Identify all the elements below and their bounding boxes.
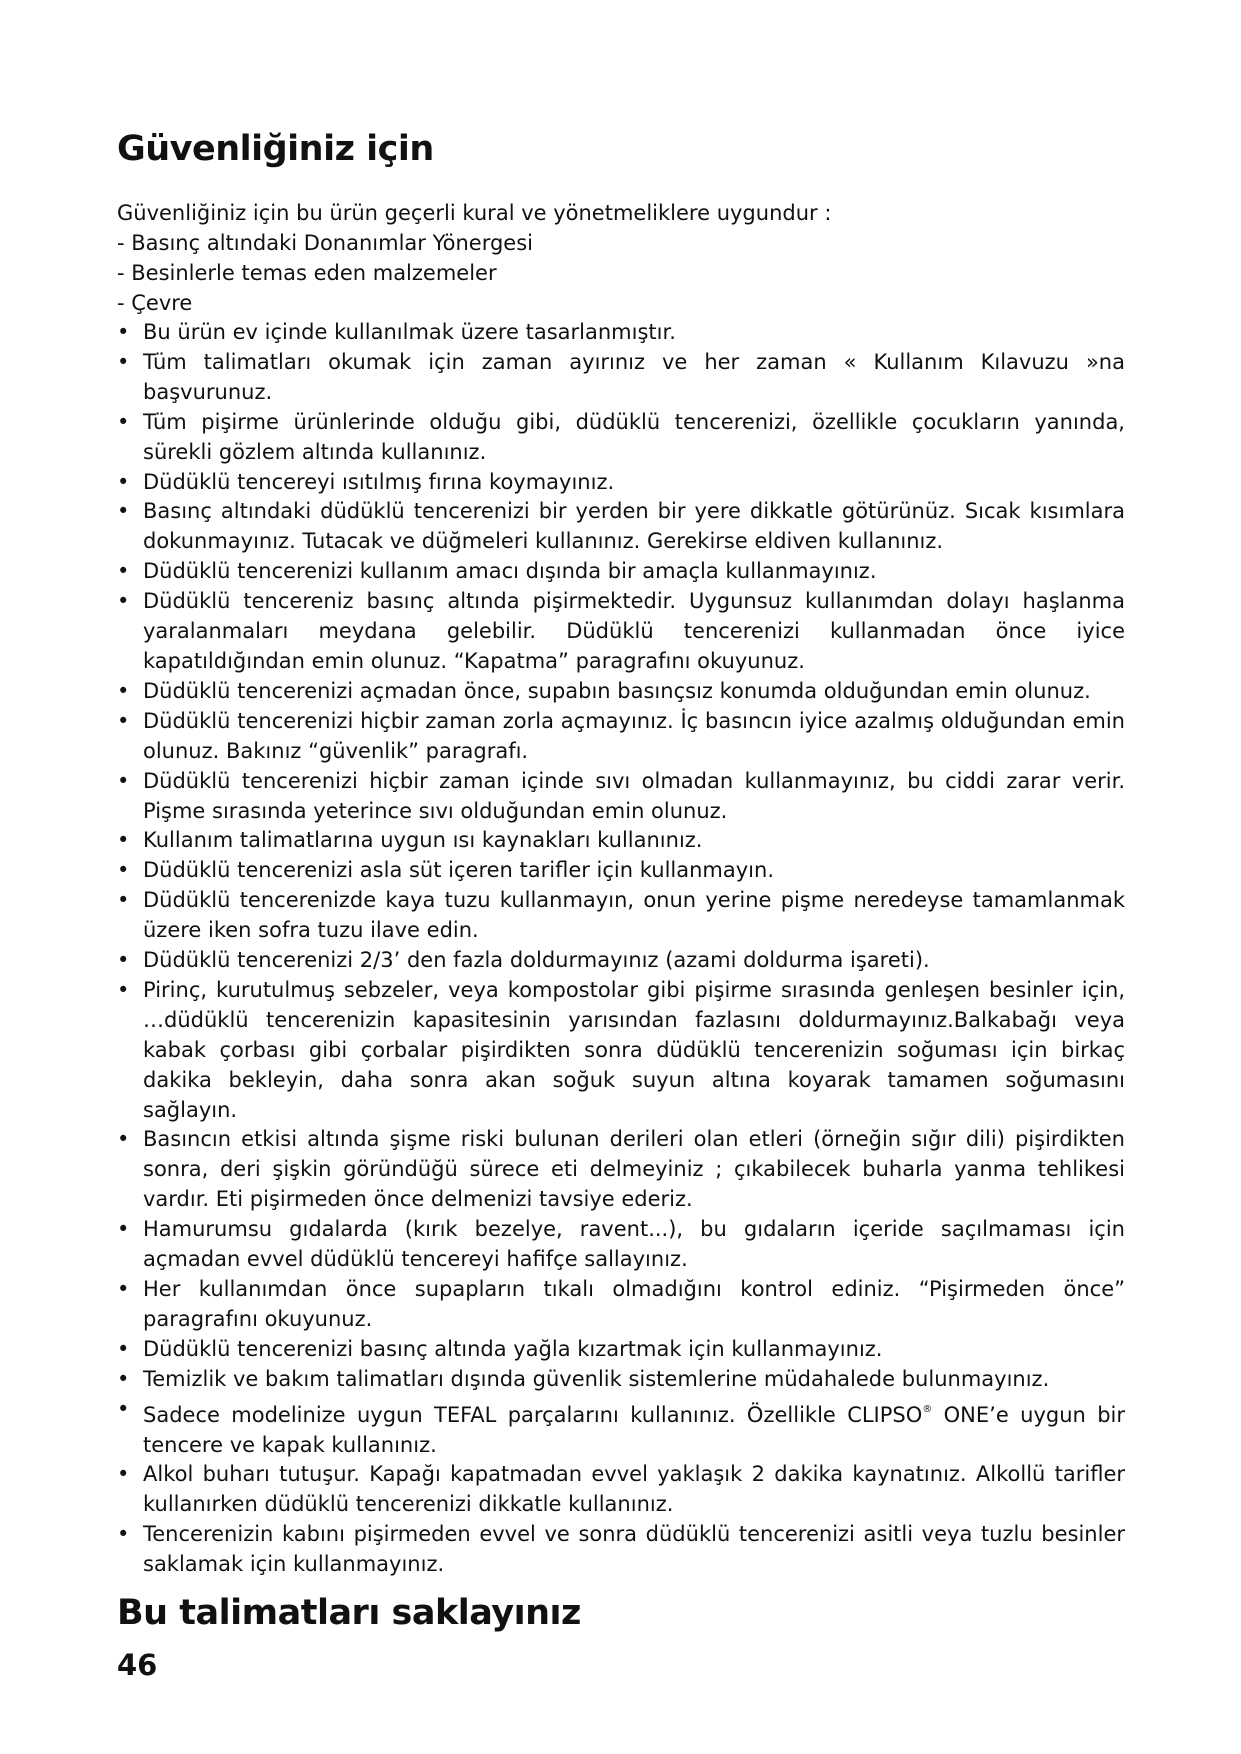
dash-item-food-contact: - Besinlerle temas eden malzemeler (117, 261, 497, 285)
rule-text: Tüm pişirme ürünlerinde olduğu gibi, düdüklü tencerenizi, özellikle çocukların yanında, sürekli gözlem altında kullanınız. (143, 409, 1125, 464)
list-item (117, 1520, 1125, 1580)
rule-text-clipso-after: ONE’e uygun bir tencere ve kapak kullanınız. (143, 1402, 1125, 1457)
list-item (117, 318, 1125, 348)
rule-text: Pirinç, kurutulmuş sebzeler, veya kompostolar gibi pişirme sırasında genleşen besinler için, …düdüklü tencerenizin kapasitesinin yarısından fazlasını doldurmayınız.Balkabağı veya kabak çorbası gibi çorbalar pişirdikten sonra düdüklü tencerenizin soğuması için birkaç dakika bekleyin, daha sonra akan soğuk suyun altına koyarak tamamen soğumasını sağlayın. (143, 977, 1125, 1122)
bullet-icon: • (117, 768, 130, 793)
bullet-icon: • (117, 858, 130, 883)
list-item (117, 946, 1125, 976)
bullet-icon: • (117, 320, 130, 344)
bullet-icon: • (117, 948, 130, 973)
rule-text: Düdüklü tencereyi ısıtılmış fırına koymayınız. (143, 469, 615, 494)
dash-item-environment: - Çevre (117, 291, 193, 315)
safety-rules-list (117, 318, 1125, 1580)
list-item (117, 408, 1125, 468)
rule-text: Düdüklü tencerenizde kaya tuzu kullanmayın, onun yerine pişme neredeyse tamamlanmak üzere iken sofra tuzu ilave edin. (143, 888, 1125, 943)
bullet-icon: • (117, 349, 130, 374)
registered-mark: ® (922, 1403, 933, 1415)
rule-text: Basıncın etkisi altında şişme riski bulunan derileri olan etleri (örneğin sığır dili) pişirdikten sonra, deri şişkin göründüğü sürece eti delmeyiniz ; çıkabilecek buharla yanma tehlikesi vardır. Eti pişirmeden önce delmenizi tavsiye ederiz. (143, 1127, 1125, 1212)
list-item (117, 1335, 1125, 1365)
closing-heading: Bu talimatları saklayınız (117, 1593, 581, 1634)
bullet-icon: • (117, 1522, 130, 1547)
rule-text: Tencerenizin kabını pişirmeden evvel ve sonra düdüklü tencerenizi asitli veya tuzlu besinler saklamak için kullanmayınız. (143, 1522, 1125, 1577)
bullet-icon: • (117, 469, 130, 494)
rule-text: Düdüklü tencerenizi hiçbir zaman zorla açmayınız. İç basıncın iyice azalmış olduğundan emin olunuz. Bakınız “güvenlik” paragrafı. (143, 708, 1125, 763)
list-item (117, 826, 1125, 856)
list-item (117, 886, 1125, 946)
rule-text: Düdüklü tencerenizi basınç altında yağla kızartmak için kullanmayınız. (143, 1336, 883, 1361)
list-item (117, 1125, 1125, 1215)
rule-text: Tüm talimatları okumak için zaman ayırınız ve her zaman « Kullanım Kılavuzu »na başvurunuz. (143, 349, 1125, 404)
bullet-icon: • (117, 1277, 130, 1301)
bullet-icon: • (117, 1396, 130, 1421)
list-item (117, 587, 1125, 677)
list-item (117, 767, 1125, 827)
rule-text: Düdüklü tencerenizi açmadan önce, supabın basınçsız konumda olduğundan emin olunuz. (143, 678, 1091, 703)
list-item (117, 1365, 1125, 1395)
bullet-icon: • (117, 1217, 130, 1242)
list-item (117, 497, 1125, 557)
bullet-icon: • (117, 888, 130, 913)
list-item (117, 1215, 1125, 1275)
list-item (117, 976, 1125, 1126)
rule-text: Düdüklü tencereniz basınç altında pişirmektedir. Uygunsuz kullanımdan dolayı haşlanma yaralanmaları meydana gelebilir. Düdüklü tencerenizi kullanmadan önce iyice kapatıldığından emin olunuz. “Kapatma” paragrafını okuyunuz. (143, 589, 1125, 673)
list-item (117, 468, 1125, 498)
bullet-icon: • (117, 977, 130, 1002)
bullet-icon: • (117, 409, 130, 434)
rule-text-clipso-before: Sadece modelinize uygun TEFAL parçalarını kullanınız. Özellikle CLIPSO (143, 1402, 923, 1427)
bullet-icon: • (117, 559, 130, 584)
dash-item-pressure-equipment: - Basınç altındaki Donanımlar Yönergesi (117, 231, 534, 255)
rule-text: Düdüklü tencerenizi hiçbir zaman içinde sıvı olmadan kullanmayınız, bu ciddi zarar verir. Pişme sırasında yeterince sıvı olduğundan emin olunuz. (143, 768, 1125, 823)
list-item (117, 677, 1125, 707)
list-item (117, 1395, 1125, 1461)
list-item (117, 707, 1125, 767)
list-item (117, 1275, 1125, 1335)
bullet-icon: • (117, 708, 130, 733)
document-page (117, 128, 1125, 1682)
bullet-icon: • (117, 589, 130, 614)
rule-text: Basınç altındaki düdüklü tencerenizi bir yerden bir yere dikkatle götürünüz. Sıcak kısımlara dokunmayınız. Tutacak ve düğmeleri kullanınız. Gerekirse eldiven kullanınız. (143, 499, 1125, 554)
rule-text: Bu ürün ev içinde kullanılmak üzere tasarlanmıştır. (143, 320, 676, 344)
rule-text: Düdüklü tencerenizi 2/3’ den fazla doldurmayınız (azami doldurma işareti). (143, 948, 930, 973)
bullet-icon: • (117, 1462, 130, 1487)
rule-text: Düdüklü tencerenizi asla süt içeren tarifler için kullanmayın. (143, 858, 774, 883)
list-item (117, 557, 1125, 587)
page-number: 46 (117, 1648, 158, 1683)
bullet-icon: • (117, 1127, 130, 1152)
bullet-icon: • (117, 1366, 130, 1391)
bullet-icon: • (117, 678, 130, 703)
list-item (117, 1460, 1125, 1520)
list-item (117, 348, 1125, 408)
rule-text: Alkol buharı tutuşur. Kapağı kapatmadan evvel yaklaşık 2 dakika kaynatınız. Alkollü tarifler kullanırken düdüklü tencerenizi dikkatle kullanınız. (143, 1462, 1125, 1517)
bullet-icon: • (117, 828, 130, 853)
rule-text: Düdüklü tencerenizi kullanım amacı dışında bir amaçla kullanmayınız. (143, 559, 877, 584)
bullet-icon: • (117, 1336, 130, 1361)
intro-paragraph: Güvenliğiniz için bu ürün geçerli kural ve yönetmeliklere uygundur : (117, 201, 832, 225)
list-item (117, 856, 1125, 886)
bullet-icon: • (117, 499, 130, 524)
rule-text: Her kullanımdan önce supapların tıkalı olmadığını kontrol ediniz. “Pişirmeden önce” paragrafını okuyunuz. (143, 1277, 1125, 1331)
rule-text: Temizlik ve bakım talimatları dışında güvenlik sistemlerine müdahalede bulunmayınız. (143, 1366, 1050, 1391)
rule-text: Hamurumsu gıdalarda (kırık bezelye, ravent...), bu gıdaların içeride saçılmaması için açmadan evvel düdüklü tencereyi hafifçe sallayınız. (143, 1217, 1125, 1272)
rule-text: Kullanım talimatlarına uygun ısı kaynakları kullanınız. (143, 828, 703, 853)
page-title: Güvenliğiniz için (117, 129, 434, 169)
